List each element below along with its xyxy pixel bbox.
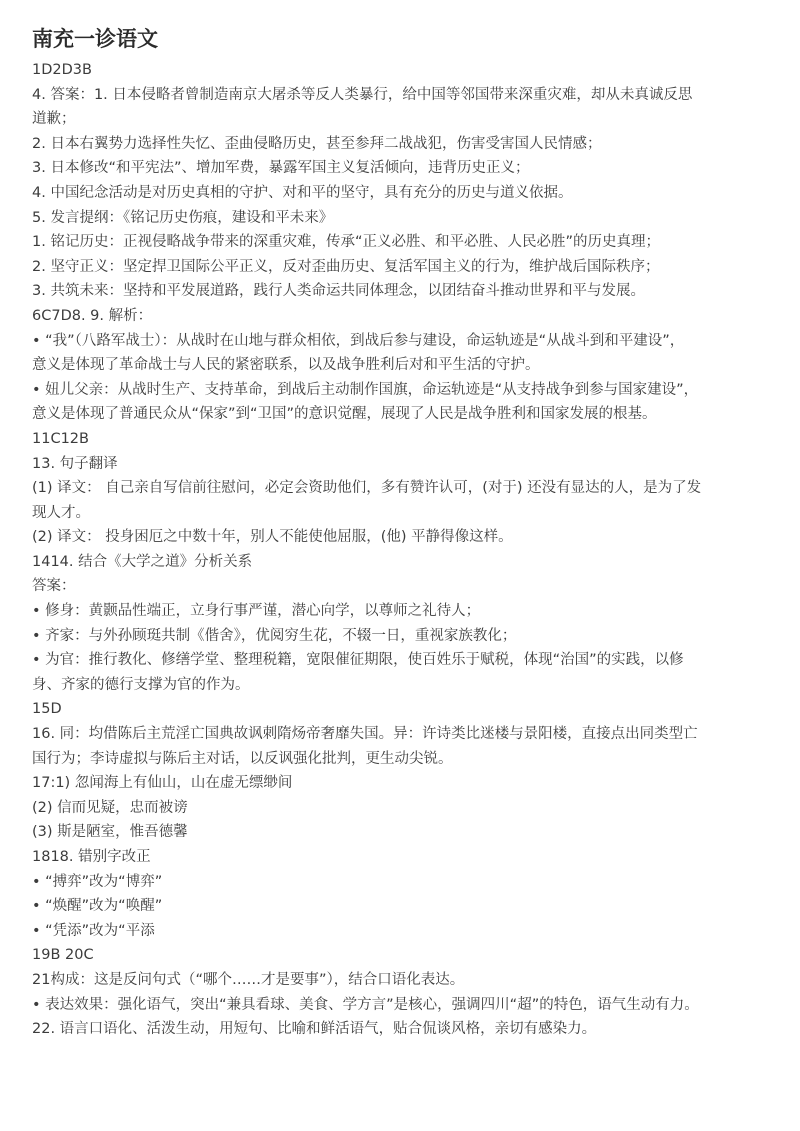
text-line: • 齐家：与外孙顾珽共制《偕舍》，优阅穷生花，不辍一日，重视家族教化； — [32, 627, 517, 644]
text-line: 2. 坚守正义：坚定捍卫国际公平正义，反对歪曲历史、复活军国主义的行为，维护战后国际秩序； — [32, 258, 660, 275]
text-line: 现人才。 — [32, 504, 90, 521]
text-line: 意义是体现了普通民众从“保家”到“卫国”的意识觉醒，展现了人民是战争胜利和国家发展的根基。 — [32, 406, 657, 423]
text-line: 17:1) 忽闻海上有仙山，山在虚无缥缈间 — [32, 775, 293, 792]
text-line: 1414. 结合《大学之道》分析关系 — [32, 553, 253, 570]
text-line: 道歉； — [32, 111, 76, 128]
text-line: • 妞儿父亲：从战时生产、支持革命，到战后主动制作国旗，命运轨迹是“从支持战争到参与国家建设”， — [32, 381, 699, 398]
text-line: 5. 发言提纲：《铭记历史伤痕，建设和平未来》 — [32, 209, 334, 226]
text-line: 2. 日本右翼势力选择性失忆、歪曲侵略历史，甚至参拜二战战犯，伤害受害国人民情感； — [32, 135, 602, 152]
text-line: 6C7D8. 9. 解析： — [32, 307, 153, 324]
page-title: 南充一诊语文 — [32, 27, 158, 51]
text-line: 13. 句子翻译 — [32, 455, 118, 472]
text-line: (2) 译文： 投身困厄之中数十年，别人不能使他屈服，(他) 平静得像这样。 — [32, 529, 513, 546]
answer-sheet — [32, 22, 780, 1042]
text-line: 21构成：这是反问句式（“哪个……才是要事”），结合口语化表达。 — [32, 971, 465, 988]
text-line: • “焕醒”改为“唤醒” — [32, 898, 163, 915]
text-line: • 为官：推行教化、修缮学堂、整理税籍，宽限催征期限，使百姓乐于赋税，体现“治国”的实践，以修 — [32, 652, 684, 669]
text-line: • “我”（八路军战士）：从战时在山地与群众相依，到战后参与建设，命运轨迹是“从战斗到和平建设”， — [32, 332, 685, 349]
text-line: • 表达效果：强化语气，突出“兼具看球、美食、学方言”是核心，强调四川“超”的特色，语气生动有力。 — [32, 996, 699, 1013]
text-line: 意义是体现了革命战士与人民的紧密联系，以及战争胜利后对和平生活的守护。 — [32, 357, 540, 374]
answer-lines — [32, 58, 780, 1042]
text-line: 1818. 错别字改正 — [32, 849, 151, 865]
text-line: 22. 语言口语化、活泼生动，用短句、比喻和鲜活语气，贴合侃谈风格，亲切有感染力。 — [32, 1021, 597, 1038]
text-line: • “凭添”改为“平添 — [32, 922, 155, 939]
text-line: 19B 20C — [32, 947, 94, 964]
text-line: • 修身：黄颢品性端正，立身行事严谨，潜心向学，以尊师之礼待人； — [32, 603, 481, 620]
text-line: 11C12B — [32, 430, 89, 447]
text-line: 3. 日本修改“和平宪法”、增加军费，暴露军国主义复活倾向，违背历史正义； — [32, 160, 530, 177]
text-line: (2) 信而见疑，忠而被谤 — [32, 799, 188, 816]
text-line: 答案： — [32, 578, 76, 595]
text-line: 身、齐家的德行支撑为官的作为。 — [32, 676, 250, 693]
text-line: 1. 铭记历史：正视侵略战争带来的深重灾难，传承“正义必胜、和平必胜、人民必胜”的历史真理； — [32, 234, 660, 251]
text-line: 1D2D3B — [32, 62, 92, 78]
text-line: 国行为；李诗虚拟与陈后主对话，以反讽强化批判，更生动尖锐。 — [32, 750, 453, 767]
text-line: (1) 译文： 自己亲自写信前往慰问，必定会资助他们，多有赞许认可，(对于) 还没有显达的人，是为了发 — [32, 480, 702, 497]
text-line: • “搏弈”改为“博弈” — [32, 873, 163, 890]
text-line: 16. 同：均借陈后主荒淫亡国典故讽刺隋炀帝奢靡失国。异：许诗类比迷楼与景阳楼，直接点出同类型亡 — [32, 726, 698, 743]
text-line: 4. 答案：1. 日本侵略者曾制造南京大屠杀等反人类暴行，给中国等邻国带来深重灾难，却从未真诚反思 — [32, 86, 693, 103]
text-line: 4. 中国纪念活动是对历史真相的守护、对和平的坚守，具有充分的历史与道义依据。 — [32, 184, 573, 201]
text-line: (3) 斯是陋室，惟吾德馨 — [32, 824, 188, 841]
text-line: 3. 共筑未来：坚持和平发展道路，践行人类命运共同体理念，以团结奋斗推动世界和平与发展。 — [32, 283, 645, 300]
text-line: 15D — [32, 701, 62, 718]
